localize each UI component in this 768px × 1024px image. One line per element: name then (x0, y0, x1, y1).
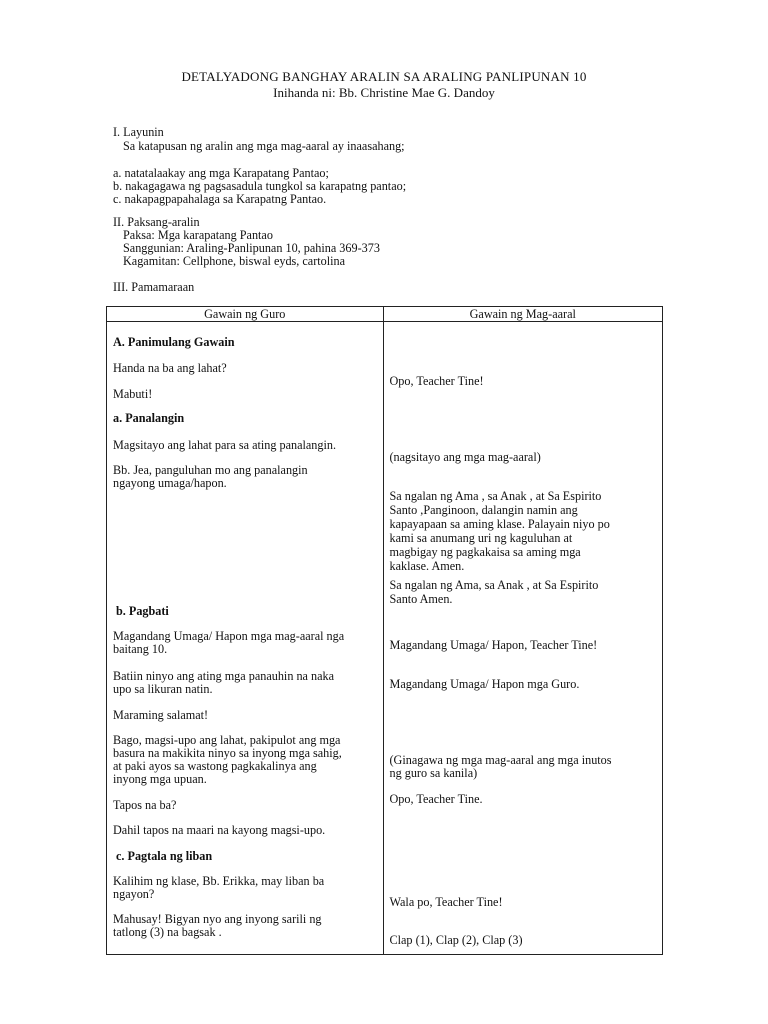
teacher-line: Tapos na ba? (113, 798, 177, 812)
teacher-line: Handa na ba ang lahat? (113, 361, 227, 375)
prayer-line: Sa ngalan ng Ama , sa Anak , at Sa Espirito (389, 489, 602, 503)
prayer-text (390, 489, 654, 573)
document-title: DETALYADONG BANGHAY ARALIN SA ARALING PANLIPUNAN 10 (181, 69, 587, 84)
student-line: Opo, Teacher Tine. (389, 792, 483, 806)
subsection-heading: b. Pagbati (116, 604, 169, 618)
teacher-line: Bb. Jea, panguluhan mo ang panalangin (113, 463, 308, 477)
kagamitan-line: Kagamitan: Cellphone, biswal eyds, cartolina (123, 254, 346, 268)
student-line: Opo, Teacher Tine! (389, 374, 484, 388)
teacher-line: tatlong (3) na bagsak . (113, 925, 222, 939)
student-line: (nagsitayo ang mga mag-aaral) (389, 450, 541, 464)
student-line: Sa ngalan ng Ama, sa Anak , at Sa Espirito (389, 578, 599, 592)
column-header-guro: Gawain ng Guro (107, 307, 384, 322)
prayer-line: magbigay ng pagkakaisa sa aming mga (389, 545, 581, 559)
student-line: Clap (1), Clap (2), Clap (3) (389, 933, 523, 947)
guro-column (107, 322, 384, 955)
teacher-line: upo sa likuran natin. (113, 682, 213, 696)
subsection-heading: c. Pagtala ng liban (116, 849, 213, 863)
teacher-line: Bago, magsi-upo ang lahat, pakipulot ang mga (113, 733, 341, 747)
student-line: (Ginagawa ng mga mag-aaral ang mga inutos (389, 753, 612, 767)
layunin-item: b. nakagagawa ng pagsasadula tungkol sa karapatng pantao; (113, 179, 407, 193)
pamamaraan-heading: III. Pamamaraan (113, 280, 195, 294)
paksa-line: Paksa: Mga karapatang Pantao (123, 228, 273, 242)
sanggunian-line: Sanggunian: Araling-Panlipunan 10, pahina 369-373 (123, 241, 380, 255)
teacher-line: Mabuti! (113, 387, 153, 401)
teacher-line: Magsitayo ang lahat para sa ating panalangin. (113, 438, 337, 452)
paksang-aralin-heading: II. Paksang-aralin (113, 215, 200, 229)
layunin-intro: Sa katapusan ng aralin ang mga mag-aaral ay inaasahang; (123, 139, 405, 153)
student-line: Magandang Umaga/ Hapon, Teacher Tine! (389, 638, 598, 652)
teacher-line: at paki ayos sa wastong pagkakalinya ang (113, 759, 317, 773)
teacher-line: basura na makikita ninyo sa inyong mga sahig, (113, 746, 342, 760)
teacher-line: ngayong umaga/hapon. (113, 476, 227, 490)
lesson-plan-table (106, 306, 663, 955)
section-heading: A. Panimulang Gawain (113, 335, 235, 349)
column-header-mag-aaral: Gawain ng Mag-aaral (383, 307, 663, 322)
mag-aaral-column (383, 322, 663, 955)
layunin-item: c. nakapagpapahalaga sa Karapatng Pantao. (113, 192, 327, 206)
subsection-heading: a. Panalangin (113, 411, 185, 425)
prayer-line: kapayapaan sa aming klase. Palayain niyo po (389, 517, 610, 531)
prayer-line: Santo ,Panginoon, dalangin namin ang (389, 503, 578, 517)
amen-text (390, 578, 654, 606)
author-line: Inihanda ni: Bb. Christine Mae G. Dandoy (273, 85, 495, 100)
student-line: Magandang Umaga/ Hapon mga Guro. (389, 677, 580, 691)
teacher-line: Maraming salamat! (113, 708, 209, 722)
teacher-line: ngayon? (113, 887, 155, 901)
prayer-line: kami sa anumang uri ng kaguluhan at (389, 531, 573, 545)
layunin-item: a. natatalaakay ang mga Karapatang Pantao; (113, 166, 329, 180)
teacher-line: inyong mga upuan. (113, 772, 207, 786)
student-line: Santo Amen. (389, 592, 453, 606)
teacher-line: baitang 10. (113, 642, 168, 656)
student-line: Wala po, Teacher Tine! (389, 895, 503, 909)
prayer-line: kaklase. Amen. (389, 559, 465, 573)
student-line: ng guro sa kanila) (389, 766, 478, 780)
teacher-line: Batiin ninyo ang ating mga panauhin na naka (113, 669, 335, 683)
layunin-heading: I. Layunin (113, 125, 164, 139)
teacher-line: Mahusay! Bigyan nyo ang inyong sarili ng (113, 912, 322, 926)
teacher-line: Kalihim ng klase, Bb. Erikka, may liban ba (113, 874, 325, 888)
teacher-line: Magandang Umaga/ Hapon mga mag-aaral nga (113, 629, 345, 643)
teacher-line: Dahil tapos na maari na kayong magsi-upo. (113, 823, 326, 837)
